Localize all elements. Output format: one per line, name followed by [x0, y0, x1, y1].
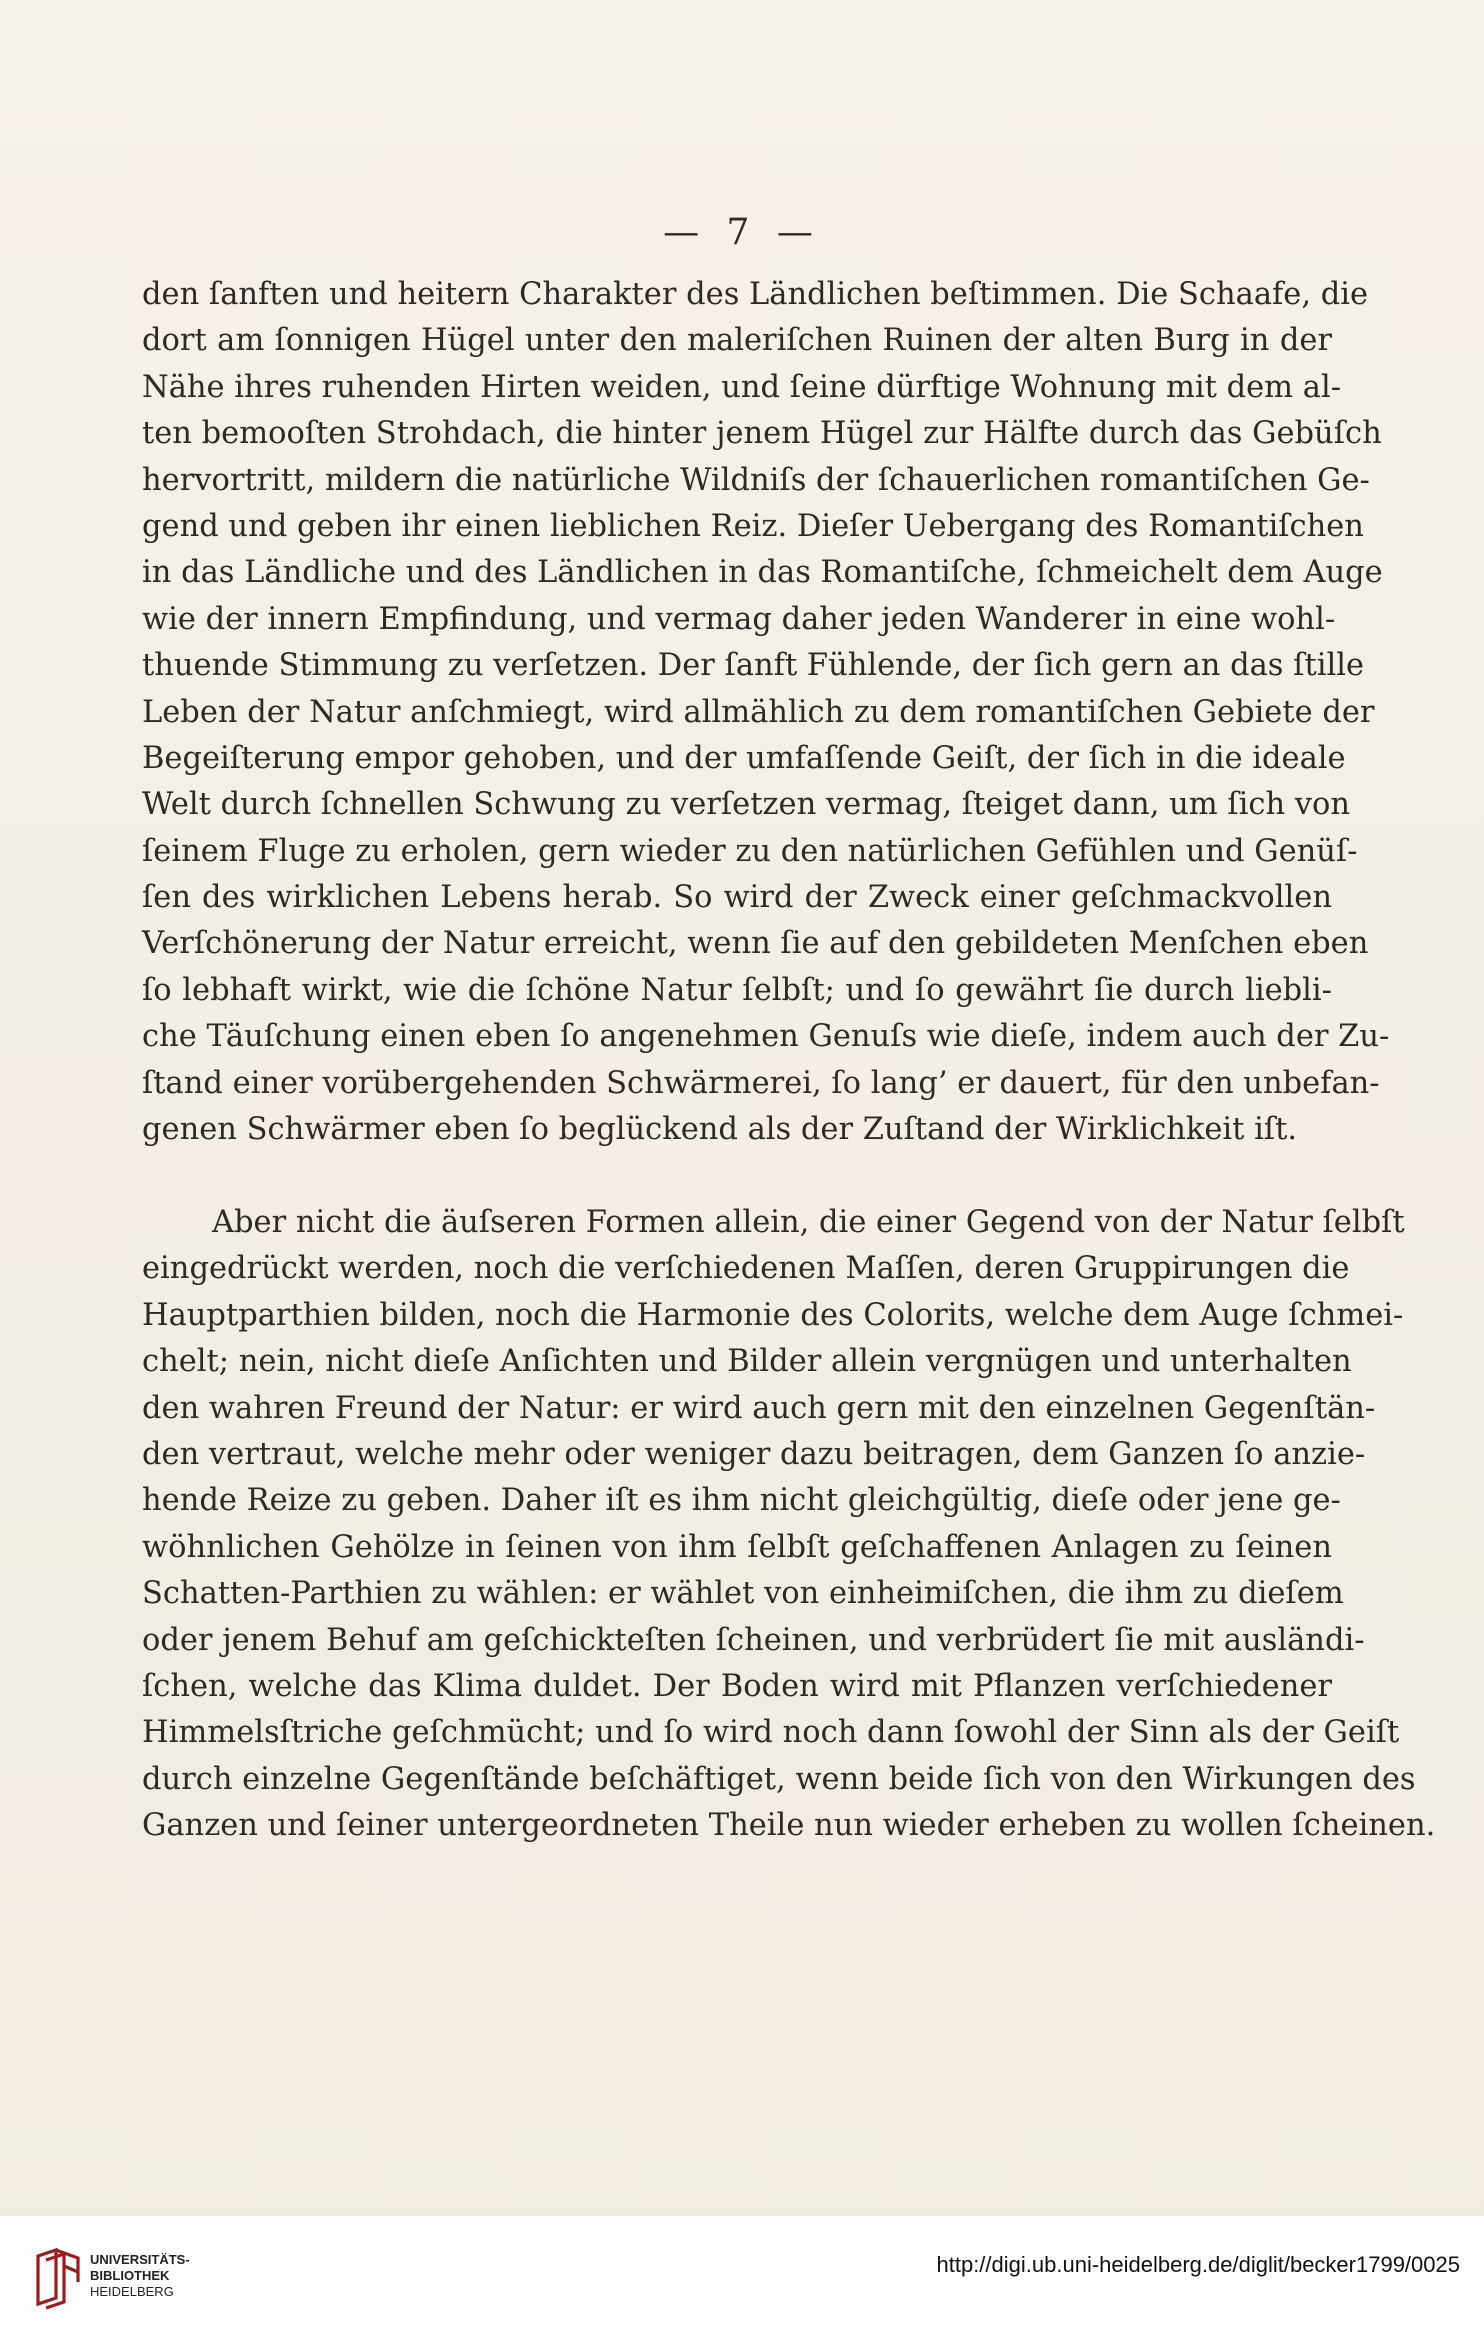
text-line: eingedrückt werden, noch die verſchiedenen Maſſen, deren Gruppirungen die — [142, 1251, 1350, 1287]
text-line: ſeinem Fluge zu erholen, gern wieder zu den natürlichen Gefühlen und Genüſ- — [142, 833, 1358, 869]
paragraph-1 — [142, 272, 1390, 1153]
text-line: Begeiſterung empor gehoben, und der umfaſſende Geiſt, der ſich in die ideale — [142, 740, 1346, 776]
text-line: wie der innern Empfindung, und vermag daher jeden Wanderer in eine wohl- — [142, 601, 1336, 637]
text-line: genen Schwärmer eben ſo beglückend als der Zuſtand der Wirklichkeit iſt. — [142, 1112, 1298, 1148]
library-logo-icon — [34, 2246, 84, 2310]
text-line: che Täuſchung einen eben ſo angenehmen Genuſs wie dieſe, indem auch der Zu- — [142, 1019, 1390, 1055]
text-line: Himmelsſtriche geſchmücht; und ſo wird noch dann ſowohl der Sinn als der Geiſt — [142, 1715, 1400, 1751]
text-line: ſen des wirklichen Lebens herab. So wird der Zweck einer geſchmackvollen — [142, 880, 1332, 916]
text-line: Ganzen und ſeiner untergeordneten Theile nun wieder erheben zu wollen ſcheinen. — [142, 1808, 1436, 1844]
paragraph-2 — [142, 1200, 1436, 1849]
text-line: thuende Stimmung zu verſetzen. Der ſanft Fühlende, der ſich gern an das ſtille — [142, 648, 1365, 684]
text-line: den ſanften und heitern Charakter des Ländlichen beſtimmen. Die Schaafe, die — [142, 277, 1369, 312]
text-line: den wahren Freund der Natur: er wird auch gern mit den einzelnen Gegenſtän- — [142, 1390, 1376, 1426]
library-name-line: BIBLIOTHEK — [90, 2268, 170, 2283]
library-name-line: UNIVERSITÄTS- — [90, 2252, 190, 2267]
text-line: hervortritt, mildern die natürliche Wildniſs der ſchauerlichen romantiſchen Ge- — [142, 462, 1370, 498]
library-name-line: HEIDELBERG — [90, 2284, 174, 2299]
text-line: Welt durch ſchnellen Schwung zu verſetzen vermag, ſteiget dann, um ſich von — [142, 787, 1351, 823]
text-line: dort am ſonnigen Hügel unter den maleriſchen Ruinen der alten Burg in der — [142, 323, 1332, 359]
text-line: wöhnlichen Gehölze in ſeinen von ihm ſelbſt geſchaffenen Anlagen zu ſeinen — [142, 1529, 1332, 1565]
text-line: ſtand einer vorübergehenden Schwärmerei, ſo lang’ er dauert, für den unbefan- — [142, 1065, 1380, 1101]
text-line: den vertraut, welche mehr oder weniger dazu beitragen, dem Ganzen ſo anzie- — [142, 1436, 1366, 1472]
footer-bar — [0, 2216, 1484, 2332]
text-line: gend und geben ihr einen lieblichen Reiz. Dieſer Uebergang des Romantiſchen — [142, 508, 1364, 544]
text-line: ſchen, welche das Klima duldet. Der Boden wird mit Pflanzen verſchiedener — [142, 1668, 1332, 1704]
text-line: hende Reize zu geben. Daher iſt es ihm nicht gleichgültig, dieſe oder jene ge- — [142, 1483, 1341, 1519]
text-line: Verſchönerung der Natur erreicht, wenn ſie auf den gebildeten Menſchen eben — [142, 926, 1369, 962]
text-line: Nähe ihres ruhenden Hirten weiden, und ſeine dürftige Wohnung mit dem al- — [142, 369, 1342, 405]
text-line: Leben der Natur anſchmiegt, wird allmählich zu dem romantiſchen Gebiete der — [142, 694, 1375, 730]
text-line: durch einzelne Gegenſtände beſchäftiget, wenn beide ſich von den Wirkungen des — [142, 1761, 1416, 1797]
text-line: ten bemooſten Strohdach, die hinter jenem Hügel zur Hälfte durch das Gebüſch — [142, 416, 1382, 452]
text-line: ſo lebhaft wirkt, wie die ſchöne Natur ſelbſt; und ſo gewährt ſie durch liebli- — [142, 972, 1332, 1008]
text-line: oder jenem Behuf am geſchickteſten ſcheinen, und verbrüdert ſie mit ausländi- — [142, 1622, 1365, 1658]
text-line: in das Ländliche und des Ländlichen in das Romantiſche, ſchmeichelt dem Auge — [142, 555, 1383, 591]
text-line: Schatten-Parthien zu wählen: er wählet von einheimiſchen, die ihm zu dieſem — [142, 1576, 1344, 1612]
page-number: — 7 — — [663, 212, 821, 253]
library-name — [90, 2252, 190, 2300]
text-line: Aber nicht die äuſseren Formen allein, die einer Gegend von der Natur ſelbſt — [212, 1205, 1405, 1240]
text-line: Hauptparthien bilden, noch die Harmonie des Colorits, welche dem Auge ſchmei- — [142, 1297, 1404, 1333]
text-line: chelt; nein, nicht dieſe Anſichten und Bilder allein vergnügen und unterhalten — [142, 1344, 1352, 1380]
source-url-link[interactable]: http://digi.ub.uni-heidelberg.de/diglit/becker1799/0025 — [936, 2252, 1460, 2277]
